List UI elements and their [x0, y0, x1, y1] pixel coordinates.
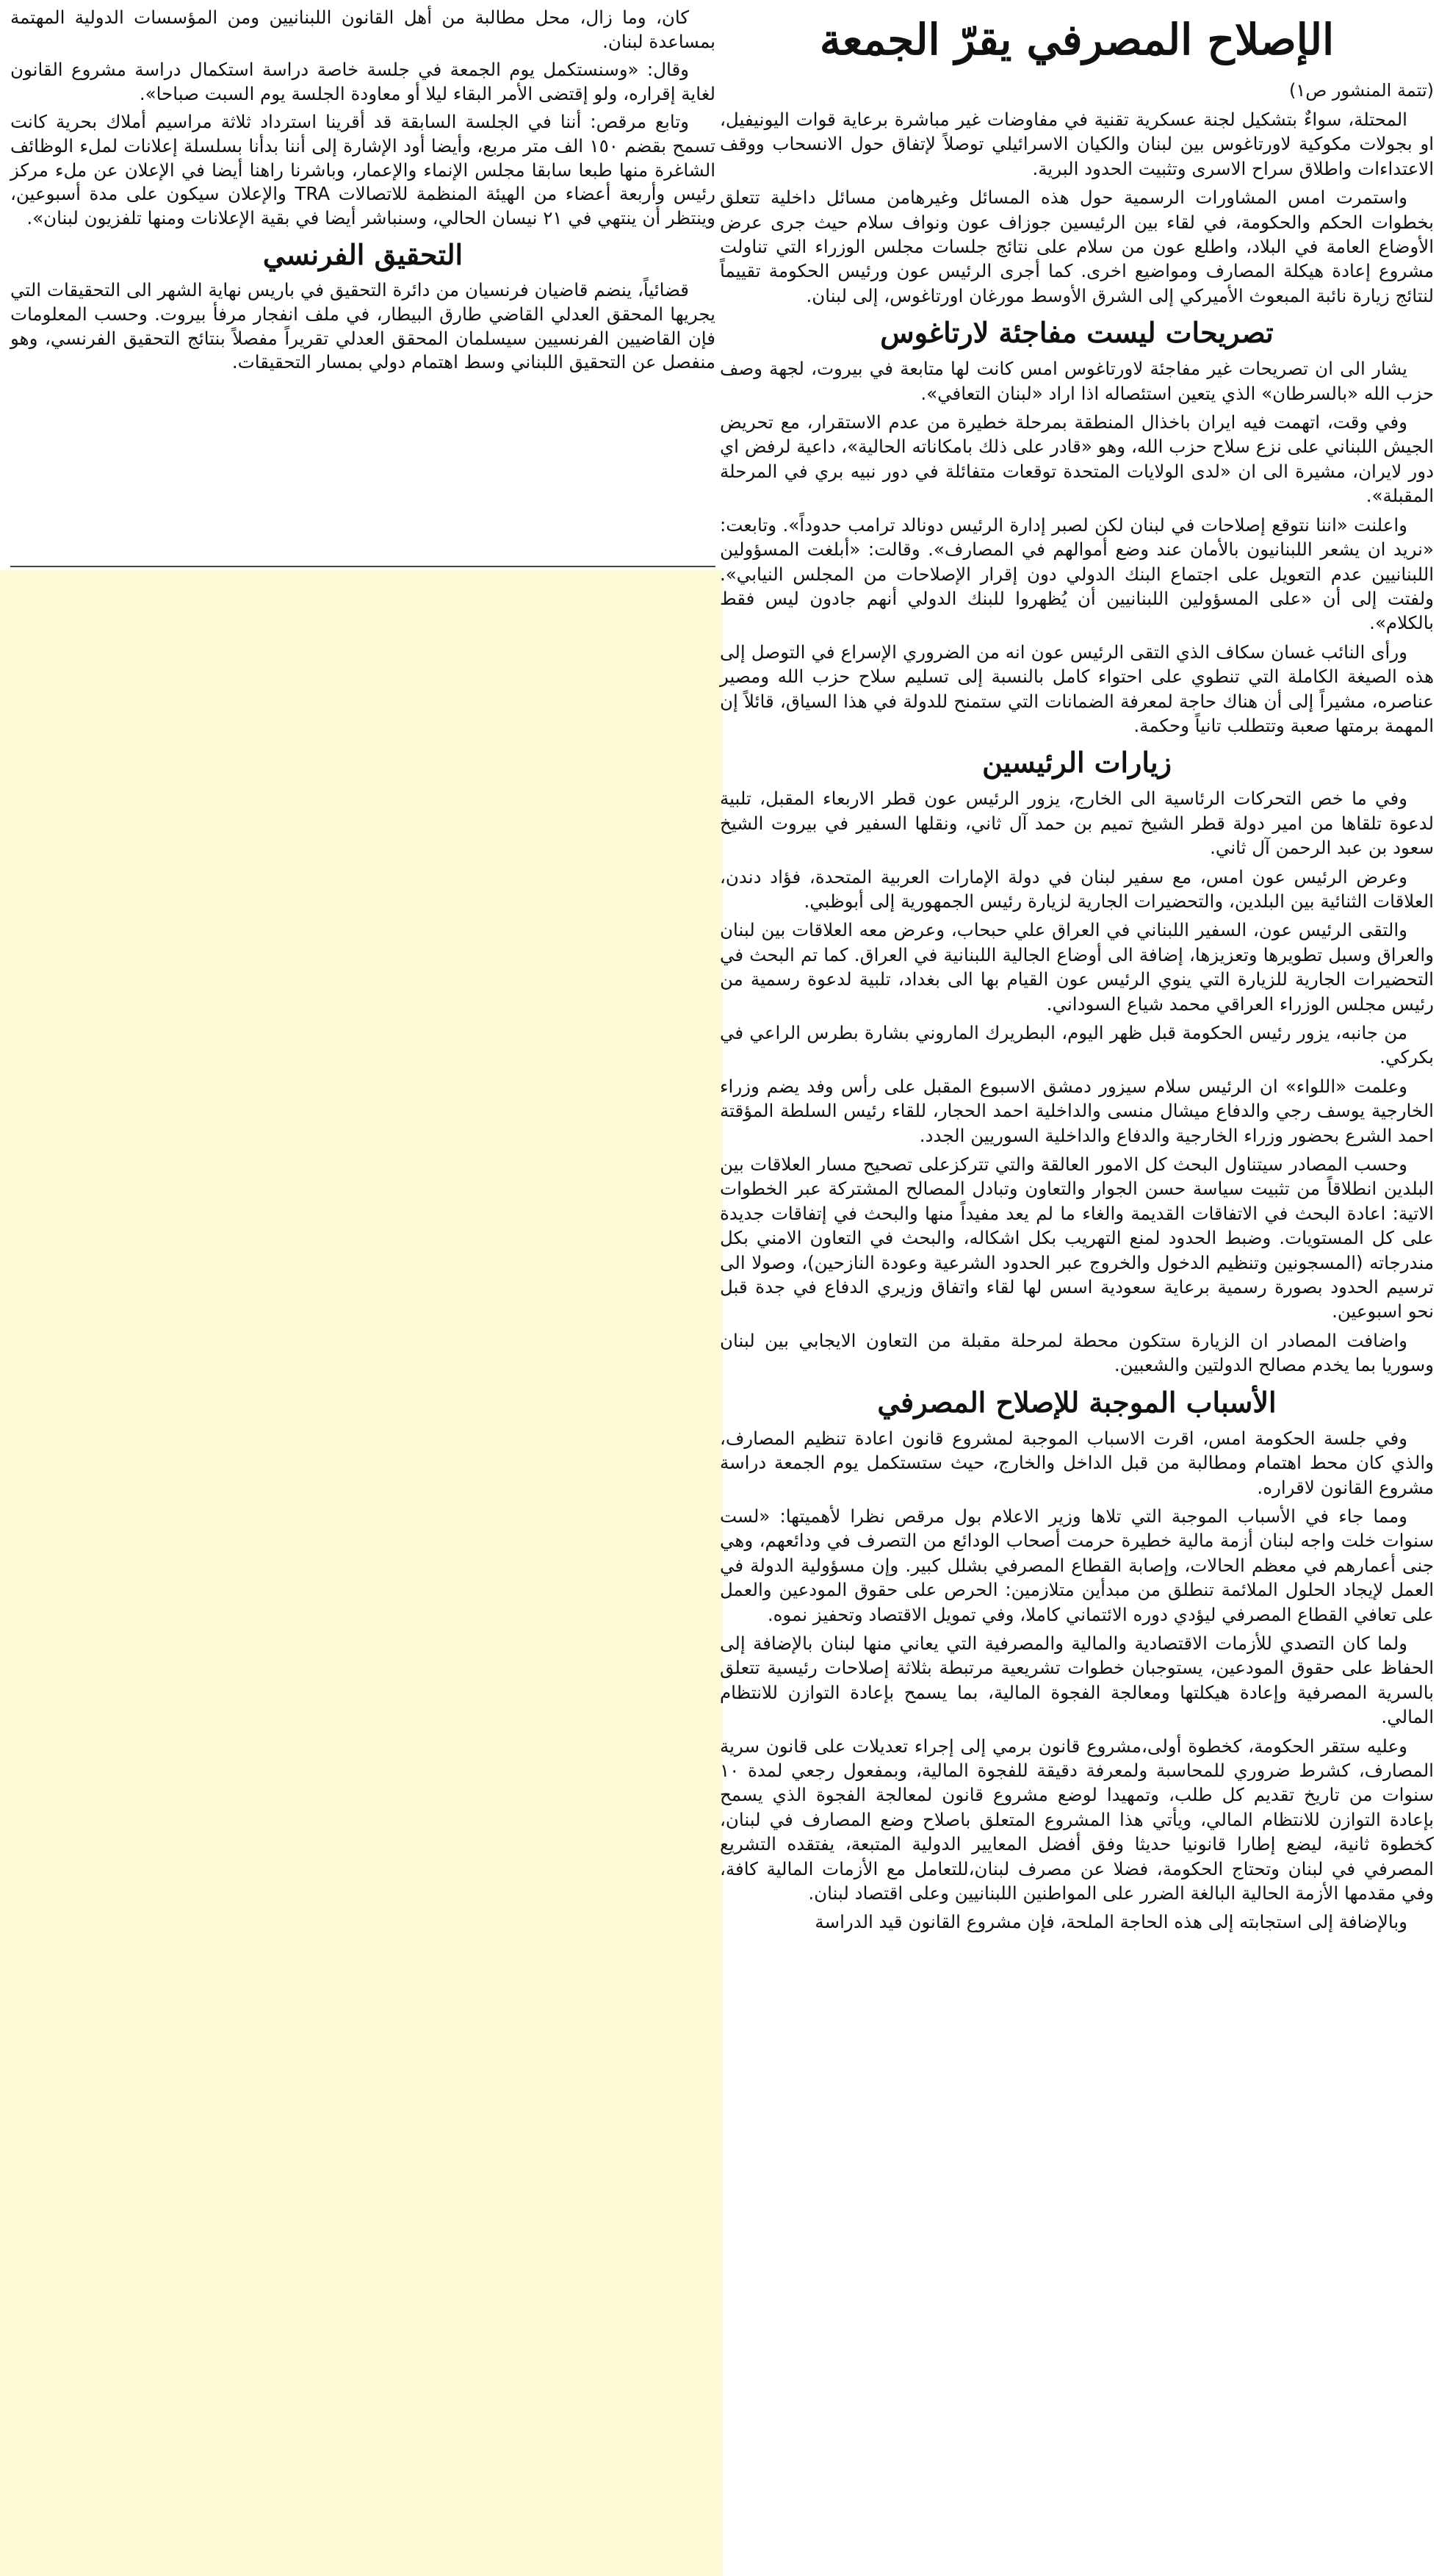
- section-heading: التحقيق الفرنسي: [262, 238, 464, 272]
- article-right-column: [720, 13, 1434, 1939]
- column-divider: [10, 566, 715, 567]
- paragraph: وبالإضافة إلى استجابته إلى هذه الحاجة الملحة، فإن مشروع القانون قيد الدراسة: [815, 1911, 1407, 1933]
- paragraph: وقال: «وسنستكمل يوم الجمعة في جلسة خاصة دراسة استكمال دراسة مشروع القانون لغاية إقراره، ولو إقتضى الأمر البقاء ليلا أو معاودة الجلسة يوم السبت صباحا».: [10, 59, 715, 104]
- paragraph: قضائياً، ينضم قاضيان فرنسيان من دائرة التحقيق في باريس نهاية الشهر الى التحقيقات التي يجريها المحقق العدلي القاضي طارق البيطار، في ملف انفجار مرفأ بيروت. وحسب المعلومات فإن القاضيين الفرنسيين سيسلمان المحقق العدلي تقريراً مفصلاً بنتائج التحقيق الفرنسي، وهو منفصل عن التحقيق اللبناني وسط اهتمام دولي بمسار التحقيقات.: [10, 279, 715, 373]
- article-left-column: [10, 6, 715, 379]
- paragraph: من جانبه، يزور رئيس الحكومة قبل ظهر اليوم، البطريرك الماروني بشارة بطرس الراعي في بكركي.: [720, 1022, 1434, 1068]
- paragraph: ومما جاء في الأسباب الموجبة التي تلاها وزير الاعلام بول مرقص نظرا لأهميتها: «لست سنوات خلت واجه لبنان أزمة مالية خطيرة حرمت أصحاب الودائع من التصرف في ودائعهم، وهي جنى أعمارهم في معظم الحالات، وإصابة القطاع المصرفي بشلل كبير. وإن مسؤولية الدولة في العمل لإيجاد الحلول الملائمة تنطلق من مبدأين متلازمين: الحرص على حقوق المودعين والعمل على تعافي القطاع المصرفي ليؤدي دوره الائتماني كاملا، وفي تمويل الاقتصاد وتحفيز نموه.: [720, 1505, 1434, 1625]
- section-heading: الأسباب الموجبة للإصلاح المصرفي: [877, 1385, 1277, 1419]
- paragraph: والتقى الرئيس عون، السفير اللبناني في العراق علي حبحاب، وعرض معه العلاقات بين لبنان والعراق وسبل تطويرها وتعزيزها، إضافة الى أوضاع الجالية اللبنانية في العراق. كما تم البحث في التحضيرات الجارية للزيارة التي ينوي الرئيس عون القيام بها الى بغداد، تلبية لدعوة رسمية من رئيس مجلس الوزراء العراقي محمد شياع السوداني.: [720, 919, 1434, 1015]
- section-heading: تصريحات ليست مفاجئة لارتاغوس: [880, 316, 1274, 350]
- paragraph: وحسب المصادر سيتناول البحث كل الامور العالقة والتي تتركزعلى تصحيح مسار العلاقات بين البلدين انطلاقاً من تثبيت سياسة حسن الجوار والتعاون وتبادل المصالح المشتركة عبر الخطوات الاتية: اعادة البحث في الاتفاقات القديمة والغاء ما لم يعد مفيداً منها والبحث في إتفاقات جديدة على كل المستويات. وضبط الحدود لمنع التهريب بكل اشكاله، والبحث في التعاون الامني بكل مندرجاته (المسجونين وتنظيم الدخول والخروج عبر الحدود الشرعية وعودة النازحين)، وصولا الى ترسيم الحدود بصورة رسمية برعاية سعودية اسس لها لقاء واتفاق وزيري الدفاع في جدة قبل نحو اسبوعين.: [720, 1154, 1434, 1323]
- paragraph: وعليه ستقر الحكومة، كخطوة أولى،مشروع قانون برمي إلى إجراء تعديلات على قانون سرية المصارف، كشرط ضروري للمحاسبة ولمعرفة دقيقة للفجوة المالية، وبمفعول رجعي لمدة ١٠ سنوات من تاريخ تقديم كل طلب، وتمهيدا لوضع مشروع قانون لمعالجة الفجوة الذي يسمح بإعادة التوازن للانتظام المالي، ويأتي هذا المشروع المتعلق باصلاح وضع المصارف في لبنان، كخطوة ثانية، ليضع إطارا قانونيا حديثا وفق أفضل المعايير الدولية المتبعة، يفتقده التشريع المصرفي في لبنان وتحتاج الحكومة، فضلا عن مصرف لبنان،للتعامل مع الأزمات المالية كافة، وفي مقدمها الأزمة الحالية البالغة الضرر على المواطنين اللبنانيين وعلى اقتصاد لبنان.: [720, 1735, 1434, 1904]
- paragraph: كان، وما زال، محل مطالبة من أهل القانون اللبنانيين ومن المؤسسات الدولية المهتمة بمساعدة لبنان.: [10, 7, 715, 52]
- cream-panel: [0, 570, 723, 2576]
- paragraph: وعرض الرئيس عون امس، مع سفير لبنان في دولة الإمارات العربية المتحدة، فؤاد دندن، العلاقات الثنائية بين البلدين، والتحضيرات الجارية لزيارة رئيس الجمهورية إلى أبوظبي.: [720, 866, 1434, 912]
- left-column-body: [10, 6, 715, 375]
- paragraph: واستمرت امس المشاورات الرسمية حول هذه المسائل وغيرهامن مسائل داخلية تتعلق بخطوات الحكم والحكومة، في لقاء بين الرئيسين جوزاف عون ونواف سلام حيث جرى عرض الأوضاع العامة في البلاد، واطلع عون من سلام على نتائج جلسات مجلس الوزراء التي تناولت مشروع إعادة هيكلة المصارف ومواضيع اخرى. كما أجرى الرئيس عون ورئيس الحكومة تقييماً لنتائج زيارة نائبة المبعوث الأميركي إلى الشرق الأوسط مورغان اورتاغوس، إلى لبنان.: [720, 187, 1434, 306]
- paragraph: واضافت المصادر ان الزيارة ستكون محطة لمرحلة مقبلة من التعاون الايجابي بين لبنان وسوريا بما يخدم مصالح الدولتين والشعبين.: [720, 1329, 1434, 1376]
- paragraph: وفي وقت، اتهمت فيه ايران باخذال المنطقة بمرحلة خطيرة من عدم الاستقرار، مع تحريض الجيش اللبناني على نزع سلاح حزب الله، وهو «قادر على ذلك بامكاناته الحالية»، داعية لرفض اي دور لايران، مشيرة الى ان «لدى الولايات المتحدة توقعات متفائلة في دور نبيه بري في المرحلة المقبلة».: [720, 411, 1434, 507]
- paragraph: المحتلة، سواءٌ بتشكيل لجنة عسكرية تقنية في مفاوضات غير مباشرة برعاية قوات اليونيفيل، او بجولات مكوكية لاورتاغوس بين لبنان والكيان الاسرائيلي توصلاً لإتفاق حول الانسحاب ووقف الاعتداءات واطلاق سراح الاسرى وتثبيت الحدود البرية.: [720, 109, 1434, 179]
- paragraph: وعلمت «اللواء» ان الرئيس سلام سيزور دمشق الاسبوع المقبل على رأس وفد يضم وزراء الخارجية يوسف رجي والدفاع ميشال منسى والداخلية احمد الحجار، للقاء رئيس السلطة المؤقتة احمد الشرع بحضور وزراء الخارجية والدفاع والداخلية السوريين الجدد.: [720, 1075, 1434, 1146]
- paragraph: ورأى النائب غسان سكاف الذي التقى الرئيس عون انه من الضروري الإسراع في التوصل إلى هذه الصيغة الكاملة التي تنطوي على احتواء كامل بالنسبة إلى تسليم سلاح حزب الله ومصير عناصره، مشيراً إلى أن هناك حاجة لمعرفة الضمانات التي ستمنح للدولة في هذا السياق، قائلاً إن المهمة برمتها صعبة وتتطلب تانياً وحكمة.: [720, 641, 1434, 736]
- paragraph: ولما كان التصدي للأزمات الاقتصادية والمالية والمصرفية التي يعاني منها لبنان بالإضافة إلى الحفاظ على حقوق المودعين، يستوجبان خطوات تشريعية مرتبطة بثلاثة إصلاحات رئيسية تتعلق بالسرية المصرفية وإعادة هيكلتها ومعالجة الفجوة المالية، بما يسمح بإعادة التوازن للانتظام المالي.: [720, 1632, 1434, 1728]
- paragraph: يشار الى ان تصريحات غير مفاجئة لاورتاغوس امس كانت لها متابعة في بيروت، لجهة وصف حزب الله «بالسرطان» الذي يتعين استئصاله اذا اراد «لبنان التعافي».: [720, 358, 1434, 404]
- continued-note: (تتمة المنشور ص١): [1288, 80, 1434, 101]
- right-column-body: [720, 107, 1434, 1935]
- paragraph: وفي جلسة الحكومة امس، اقرت الاسباب الموجبة لمشروع قانون اعادة تنظيم المصارف، والذي كان محط اهتمام ومطالبة من قبل الداخل والخارج، حيث ستستكمل يوم الجمعة دراسة مشروع القانون لاقراره.: [720, 1427, 1434, 1498]
- article-headline: الإصلاح المصرفي يقرّ الجمعة: [819, 15, 1335, 65]
- paragraph: وفي ما خص التحركات الرئاسية الى الخارج، يزور الرئيس عون قطر الاربعاء المقبل، تلبية لدعوة تلقاها من امير دولة قطر الشيخ تميم بن حمد آل ثاني، ونقلها السفير في بيروت الشيخ سعود بن عبد الرحمن آل ثاني.: [720, 788, 1434, 859]
- paragraph: وتابع مرقص: أننا في الجلسة السابقة قد أقرينا استرداد ثلاثة مراسيم أملاك بحرية كانت تسمح بقضم ١٥٠ الف متر مربع، وأيضا أود الإشارة إلى أننا بدأنا بسلسلة إعلانات لملء الوظائف الشاغرة منها طبعا سابقا مجلس الإنماء والإعمار، وباشرنا راهنا أيضا في الإعلان عن ملء مركز رئيس وأربعة أعضاء من الهيئة المنظمة للاتصالات TRA والإعلان سيكون على مدة أسبوعين، وينتظر أن ينتهي في ٢١ نيسان الحالي، وسنباشر أيضا في بقية الإعلانات ومنها تلفزيون لبنان».: [10, 111, 715, 229]
- paragraph: واعلنت «اننا نتوقع إصلاحات في لبنان لكن لصبر إدارة الرئيس دونالد ترامب حدوداً». وتابعت: «نريد ان يشعر اللبنانيون بالأمان عند وضع أموالهم في المصارف». وقالت: «أبلغت المسؤولين اللبنانيين عدم التعويل على اجتماع البنك الدولي دون إقرار الإصلاحات من المجلس النيابي». ولفتت إلى أن «على المسؤولين اللبنانيين أن يُظهروا للبنك الدولي أنهم جادون ليس فقط بالكلام».: [720, 514, 1434, 634]
- section-heading: زيارات الرئيسين: [982, 746, 1172, 780]
